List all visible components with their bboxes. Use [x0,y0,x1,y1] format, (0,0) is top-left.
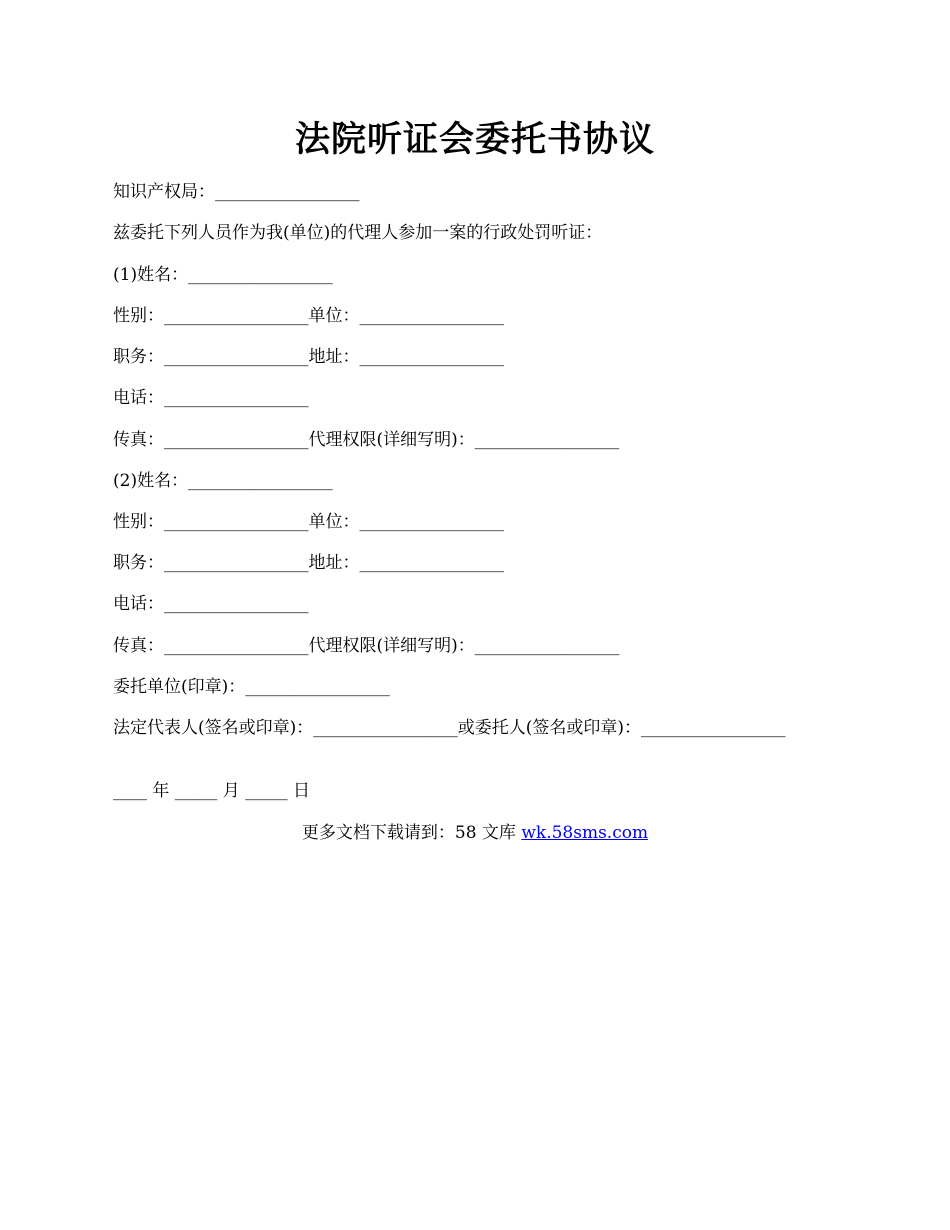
agent-1-phone-line: 电话：_________________ [113,388,309,408]
date-line: ____ 年 _____ 月 _____ 日 [113,781,311,801]
entrusting-unit-line: 委托单位(印章)：_________________ [113,677,390,697]
footer-link[interactable]: wk.58sms.com [521,823,649,843]
legal-representative-line: 法定代表人(签名或印章)：_________________或委托人(签名或印章)：_________________ [113,718,786,738]
footer-note [0,821,950,845]
agent-2-name-line: (2)姓名：_________________ [113,471,333,491]
agency-line: 知识产权局：_________________ [113,182,360,202]
footer-text: 更多文档下载请到：58 文库 [301,823,522,843]
document-title: 法院听证会委托书协议 [294,119,655,160]
agent-1-gender-unit-line: 性别：_________________单位：_________________ [113,306,504,326]
agent-2-phone-line: 电话：_________________ [113,594,309,614]
intro-line: 兹委托下列人员作为我(单位)的代理人参加一案的行政处罚听证： [113,223,603,243]
agent-1-position-address-line: 职务：_________________地址：_________________ [113,347,504,367]
agent-2-position-address-line: 职务：_________________地址：_________________ [113,553,504,573]
agent-2-fax-authority-line: 传真：_________________代理权限(详细写明)：_________________ [113,636,620,656]
agent-2-gender-unit-line: 性别：_________________单位：_________________ [113,512,504,532]
agent-1-name-line: (1)姓名：_________________ [113,265,333,285]
agent-1-fax-authority-line: 传真：_________________代理权限(详细写明)：_________________ [113,430,620,450]
